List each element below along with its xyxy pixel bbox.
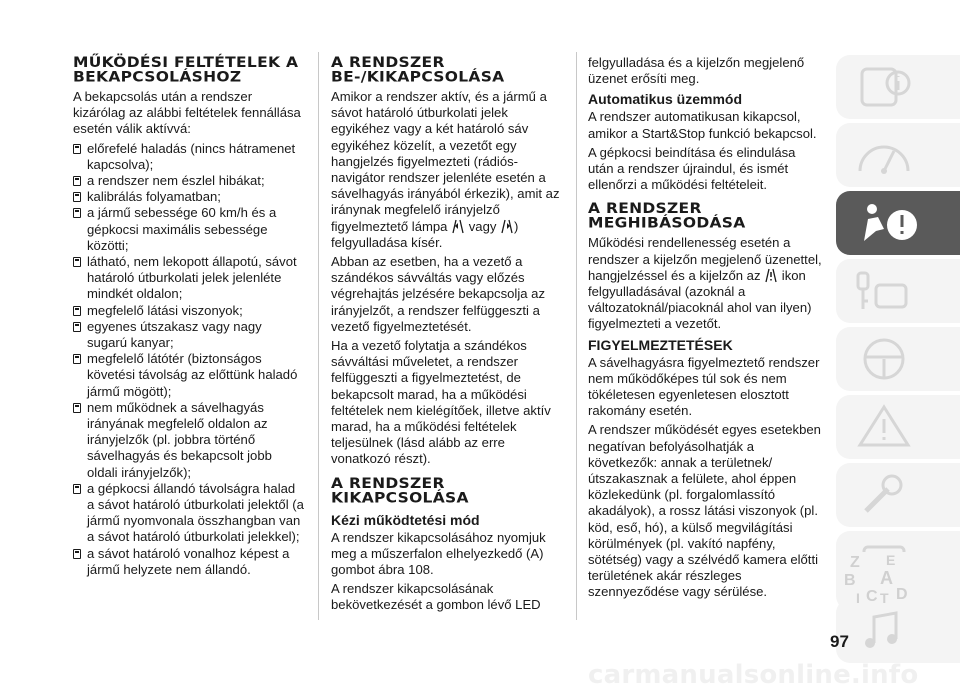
tab-emergency[interactable] (836, 395, 960, 459)
list-item: előrefelé haladás (nincs hátramenet kapcsolva); (73, 141, 305, 173)
tab-driving[interactable] (836, 327, 960, 391)
tab-maintenance[interactable] (836, 463, 960, 527)
paragraph: A rendszer kikapcsolásának bekövetkezését a gombon lévő LED (331, 581, 541, 613)
list-item: a sávot határoló vonalhoz képest a jármű helyzete nem állandó. (73, 546, 305, 578)
paragraph: Amikor a rendszer aktív, és a jármű a sávot határoló útburkolati jelek egyikéhez vagy a két határoló sáv egyikéhez közelít, a vezetőt egy hangjelzés figyelmezteti (rádiós-navigátor rendszer jelenléte esetén a sávelhagyás irányából érkezik), amit az iránynak megfelelő irányjelző figyelmeztető lámpa vagy ) felgyulladása kísér. (331, 89, 560, 250)
tab-info[interactable] (836, 55, 960, 119)
steering-wheel-icon (854, 335, 914, 383)
column-divider (318, 52, 319, 620)
paragraph: Működési rendellenesség esetén a rendszer a kijelzőn megjelenő üzenettel, hangjelzéssel és a kijelzőn az ikon felgyulladásával (azoknál a változatoknál/piacoknál ahol van ilyen) figyelmezteti a vezetőt. (588, 235, 822, 332)
section-heading: A RENDSZER MEGHIBÁSODÁSA (588, 200, 746, 232)
index-letter: I (856, 590, 860, 606)
column-1 (73, 55, 305, 578)
watermark-footer: carmanualsonline.info (588, 660, 919, 690)
list-item: kalibrálás folyamatban; (73, 189, 305, 205)
paragraph: A bekapcsolás után a rendszer kizárólag az alábbi feltételek fennállása esetén válik aktívvá: (73, 89, 301, 137)
subheading: Kézi működtetési mód (331, 511, 480, 528)
tab-safety[interactable] (836, 191, 960, 255)
index-letter: Z (850, 554, 860, 571)
section-heading: A RENDSZER BE-/KIKAPCSOLÁSA (331, 54, 505, 86)
list-item: látható, nem lekopott állapotú, sávot határoló útburkolati jelek jelenléte mindkét oldalon; (73, 254, 305, 303)
column-divider (576, 52, 577, 620)
dashboard-icon (854, 131, 914, 179)
index-letter: T (880, 590, 889, 606)
paragraph: A rendszer kikapcsolásához nyomjuk meg a műszerfalon elhelyezkedő (A) gombot ábra 108. (331, 529, 546, 578)
paragraph: Ha a vezető folytatja a szándékos sávváltási műveletet, a rendszer felfüggeszti a figyelmeztetést, de bekapcsolt marad, ha a működési feltételek nem kielégítőek, illetve aktív marad, ha a működési feltételek teljesülnek (lásd alább az erre vonatkozó részt). (331, 338, 551, 467)
tab-starting[interactable] (836, 259, 960, 323)
tab-index[interactable] (836, 552, 960, 610)
paragraph: felgyulladása és a kijelzőn megjelenő üzenet erősíti meg. (588, 55, 805, 87)
column-3 (588, 55, 824, 604)
list-item: a gépkocsi állandó távolságra halad a sávot határoló útburkolati jelektől (a jármű nyomvonala összhangban van a sávot határoló útburkolati jelekkel); (73, 481, 305, 546)
column-2 (331, 55, 563, 617)
paragraph: A rendszer működését egyes esetekben negatívan befolyásolhatják a következők: annak a területnek/útszakasznak a felülete, ahol éppen közlekedünk (pl. forgalomlassító akadályok), a rossz látási viszonyok (pl. köd, eső, hó), a külső megvilágítási körülmények (pl. vakító napfény, sötétség) vagy a szélvédő kamera előtti területének akár részleges szennyeződése vagy sérülése. (588, 422, 821, 600)
index-letter: C (866, 588, 878, 605)
index-letter: B (844, 572, 856, 589)
page-number: 97 (830, 632, 849, 651)
paragraph: A gépkocsi beindítása és elindulása után a rendszer újraindul, és ismét ellenőrzi a működési feltételeit. (588, 144, 796, 193)
list-item: megfelelő látási viszonyok; (73, 303, 305, 319)
multimedia-icon (854, 607, 914, 655)
key-icon (854, 267, 914, 315)
index-letter: D (896, 586, 908, 603)
info-icon (854, 63, 914, 111)
lane-warning-fault-icon (764, 268, 778, 283)
safety-airbag-icon (854, 199, 924, 247)
index-letter: E (886, 552, 896, 568)
section-heading: MŰKÖDÉSI FELTÉTELEK A BEKAPCSOLÁSHOZ (73, 54, 299, 86)
list-item: a rendszer nem észlel hibákat; (73, 173, 305, 189)
list-item: a jármű sebessége 60 km/h és a gépkocsi maximális sebessége közötti; (73, 205, 305, 254)
subheading: Automatikus üzemmód (588, 91, 743, 108)
section-heading: FIGYELMEZTETÉSEK (588, 336, 733, 353)
list-item: nem működnek a sávelhagyás irányának megfelelő oldalon az irányjelzők (pl. jobbra történő sávelhagyás és bekapcsolt jobb oldali irányjelzők); (73, 400, 305, 481)
paragraph: Abban az esetben, ha a vezető a szándékos sávváltás vagy előzés végrehajtás jelzésére bekapcsolja az irányjelzőt, a rendszer felfüggeszti a vezető figyelmeztetését. (331, 254, 545, 334)
wrench-icon (854, 471, 914, 519)
warning-triangle-icon (854, 403, 914, 451)
list-item: egyenes útszakasz vagy nagy sugarú kanyar; (73, 319, 305, 351)
section-heading: A RENDSZER KIKAPCSOLÁSA (331, 474, 469, 507)
paragraph: A rendszer automatikusan kikapcsol, amikor a Start&Stop funkció bekapcsol. (588, 109, 817, 141)
turn-signal-right-lane-icon (500, 219, 514, 234)
list-item: megfelelő látótér (biztonságos követési távolság az előttünk haladó jármű mögött); (73, 351, 305, 400)
paragraph: A sávelhagyásra figyelmeztető rendszer nem működőképes túl sok és nem tökéletesen egyenletesen elosztott rakomány esetén. (588, 354, 820, 419)
turn-signal-left-lane-icon (451, 219, 465, 234)
tab-dashboard[interactable] (836, 123, 960, 187)
index-letter: A (880, 568, 893, 588)
